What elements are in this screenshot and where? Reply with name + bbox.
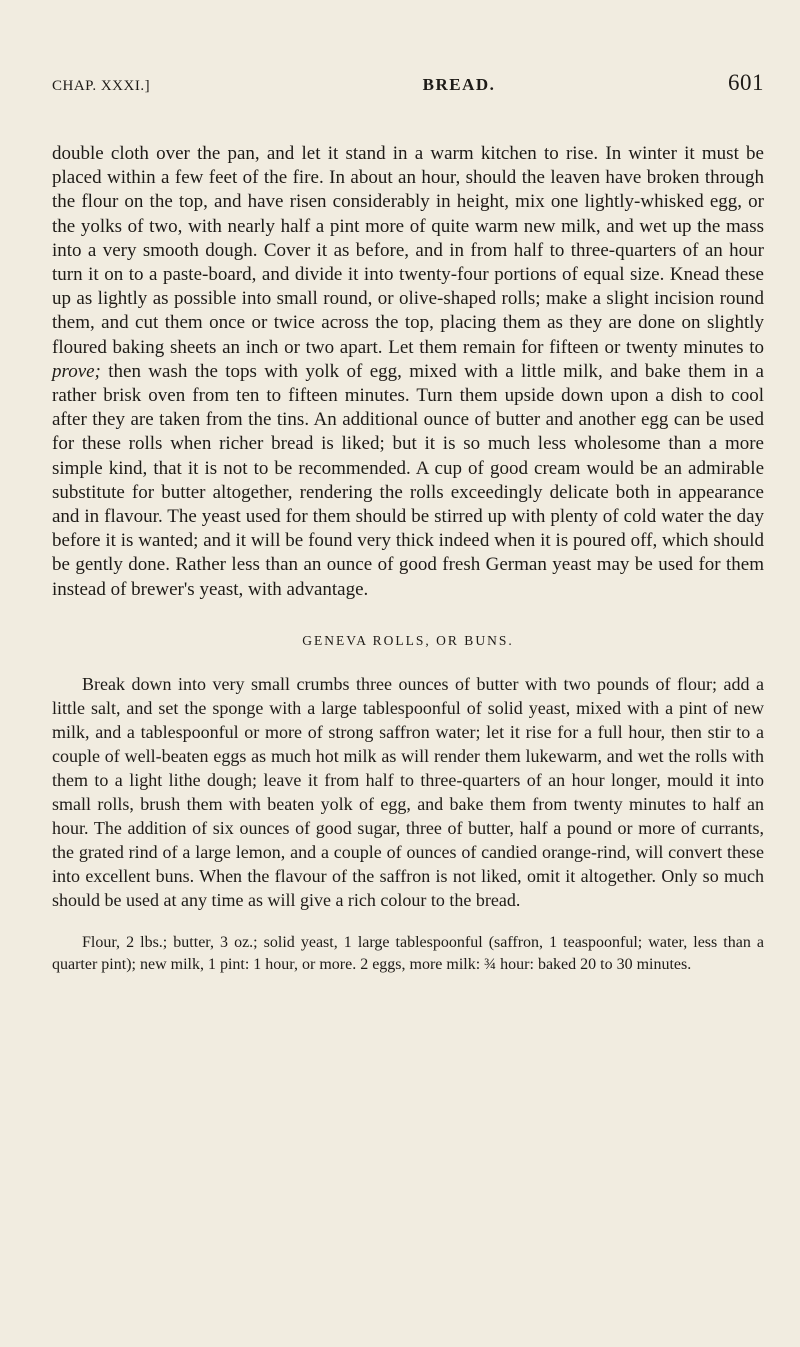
- emphasized-word: prove;: [52, 360, 101, 382]
- recipe-instructions: Break down into very small crumbs three ounces of butter with two pounds of flour; add a little salt, and set the sponge with a large tablespoonful of solid yeast, mixed with a pint of new milk, and a tablespoonful or more of strong saffron water; let it rise for a full hour, then stir to a couple of well-beaten eggs as much hot milk as will render them lukewarm, and wet the rolls with them to a light lithe dough; leave it from half to three-quarters of an hour longer, mould it into small rolls, brush them with beaten yolk of egg, and bake them from twenty minutes to half an hour. The addition of six ounces of good sugar, three of butter, half a pound or more of currants, the grated rind of a large lemon, and a couple of ounces of candied orange-rind, will convert these into excellent buns. When the flavour of the saffron is not liked, omit it altogether. Only so much should be used at any time as will give a rich colour to the bread.: [52, 673, 764, 910]
- recipe-heading: GENEVA ROLLS, OR BUNS.: [302, 632, 514, 648]
- running-title: BREAD.: [422, 75, 496, 94]
- recipe-ingredient-summary: Flour, 2 lbs.; butter, 3 oz.; solid yeast, 1 large tablespoonful (saffron, 1 teaspoonful; water, less than a quarter pint); new milk, 1 pint: 1 hour, or more. 2 eggs, more milk: ¾ hour: baked 20 to 30 minutes.: [52, 933, 764, 973]
- book-page: [52, 70, 764, 976]
- page-number: 601: [727, 70, 764, 95]
- paragraph-text-part-1: double cloth over the pan, and let it stand in a warm kitchen to rise. In winter it must be placed within a few feet of the fire. In about an hour, should the leaven have broken through the flour on the top, and have risen considerably in height, mix one lightly-whisked egg, or the yolks of two, with nearly half a pint more of quite warm new milk, and wet up the mass into a very smooth dough. Cover it as before, and in from half to three-quarters of an hour turn it on to a paste-board, and divide it into twenty-four portions of equal size. Knead these up as lightly as possible into small round, or olive-shaped rolls; make a slight incision round them, and cut them once or twice across the top, placing them as they are done on slightly floured baking sheets an inch or two apart. Let them remain for fifteen or twenty minutes to: [52, 143, 764, 358]
- running-head: [52, 70, 764, 106]
- paragraph-text-part-2: then wash the tops with yolk of egg, mixed with a little milk, and bake them in a rather brisk oven from ten to fifteen minutes. Turn them upside down upon a dish to cool after they are taken from the tins. An additional ounce of butter and another egg can be used for these rolls when richer bread is liked; but it is so much less wholesome than a more simple kind, that it is not to be recommended. A cup of good cream would be an admirable substitute for butter altogether, rendering the rolls exceedingly delicate both in appearance and in flavour. The yeast used for them should be stirred up with plenty of cold water the day before it is wanted; and it will be found very thick indeed when it is poured off, which should be gently done. Rather less than an ounce of good fresh German yeast may be used for them instead of brewer's yeast, with advantage.: [52, 360, 764, 600]
- chapter-reference: CHAP. XXXI.]: [52, 78, 151, 94]
- continued-paragraph: [52, 142, 764, 602]
